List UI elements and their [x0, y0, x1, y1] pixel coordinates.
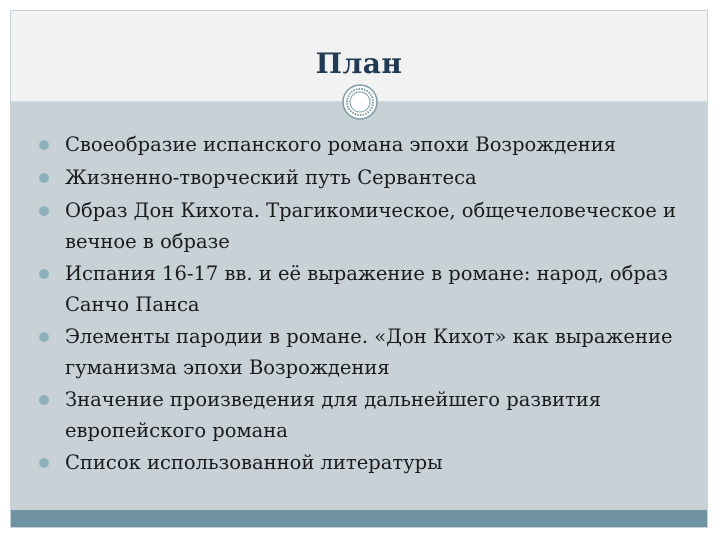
list-item-text: Значение произведения для дальнейшего развития европейского романа	[65, 388, 602, 442]
slide-title: План	[315, 47, 403, 80]
list-item-text: Список использованной литературы	[65, 451, 443, 474]
slide	[10, 10, 708, 528]
list-item-text: Элементы пародии в романе. «Дон Кихот» как выражение гуманизма эпохи Возрождения	[65, 325, 673, 379]
bullet-icon	[39, 332, 49, 342]
list-item	[33, 195, 693, 257]
list-item	[33, 447, 693, 479]
list-item	[33, 129, 693, 161]
bottom-bar	[11, 510, 707, 527]
bullet-icon	[39, 140, 49, 150]
list-item	[33, 384, 693, 446]
bullet-icon	[39, 173, 49, 183]
list-item	[33, 321, 693, 383]
list-item	[33, 162, 693, 194]
list-item	[33, 258, 693, 320]
bullet-icon	[39, 269, 49, 279]
list-item-text: Своеобразие испанского романа эпохи Возрождения	[65, 133, 617, 156]
list-item-text: Образ Дон Кихота. Трагикомическое, общечеловеческое и вечное в образе	[65, 199, 676, 253]
bullet-icon	[39, 206, 49, 216]
list-item-text: Испания 16-17 вв. и её выражение в романе: народ, образ Санчо Панса	[65, 262, 669, 316]
bullet-icon	[39, 395, 49, 405]
bullet-icon	[39, 458, 49, 468]
circle-ornament-icon	[341, 83, 379, 121]
list-item-text: Жизненно-творческий путь Сервантеса	[65, 166, 477, 189]
bullet-list	[33, 129, 693, 480]
